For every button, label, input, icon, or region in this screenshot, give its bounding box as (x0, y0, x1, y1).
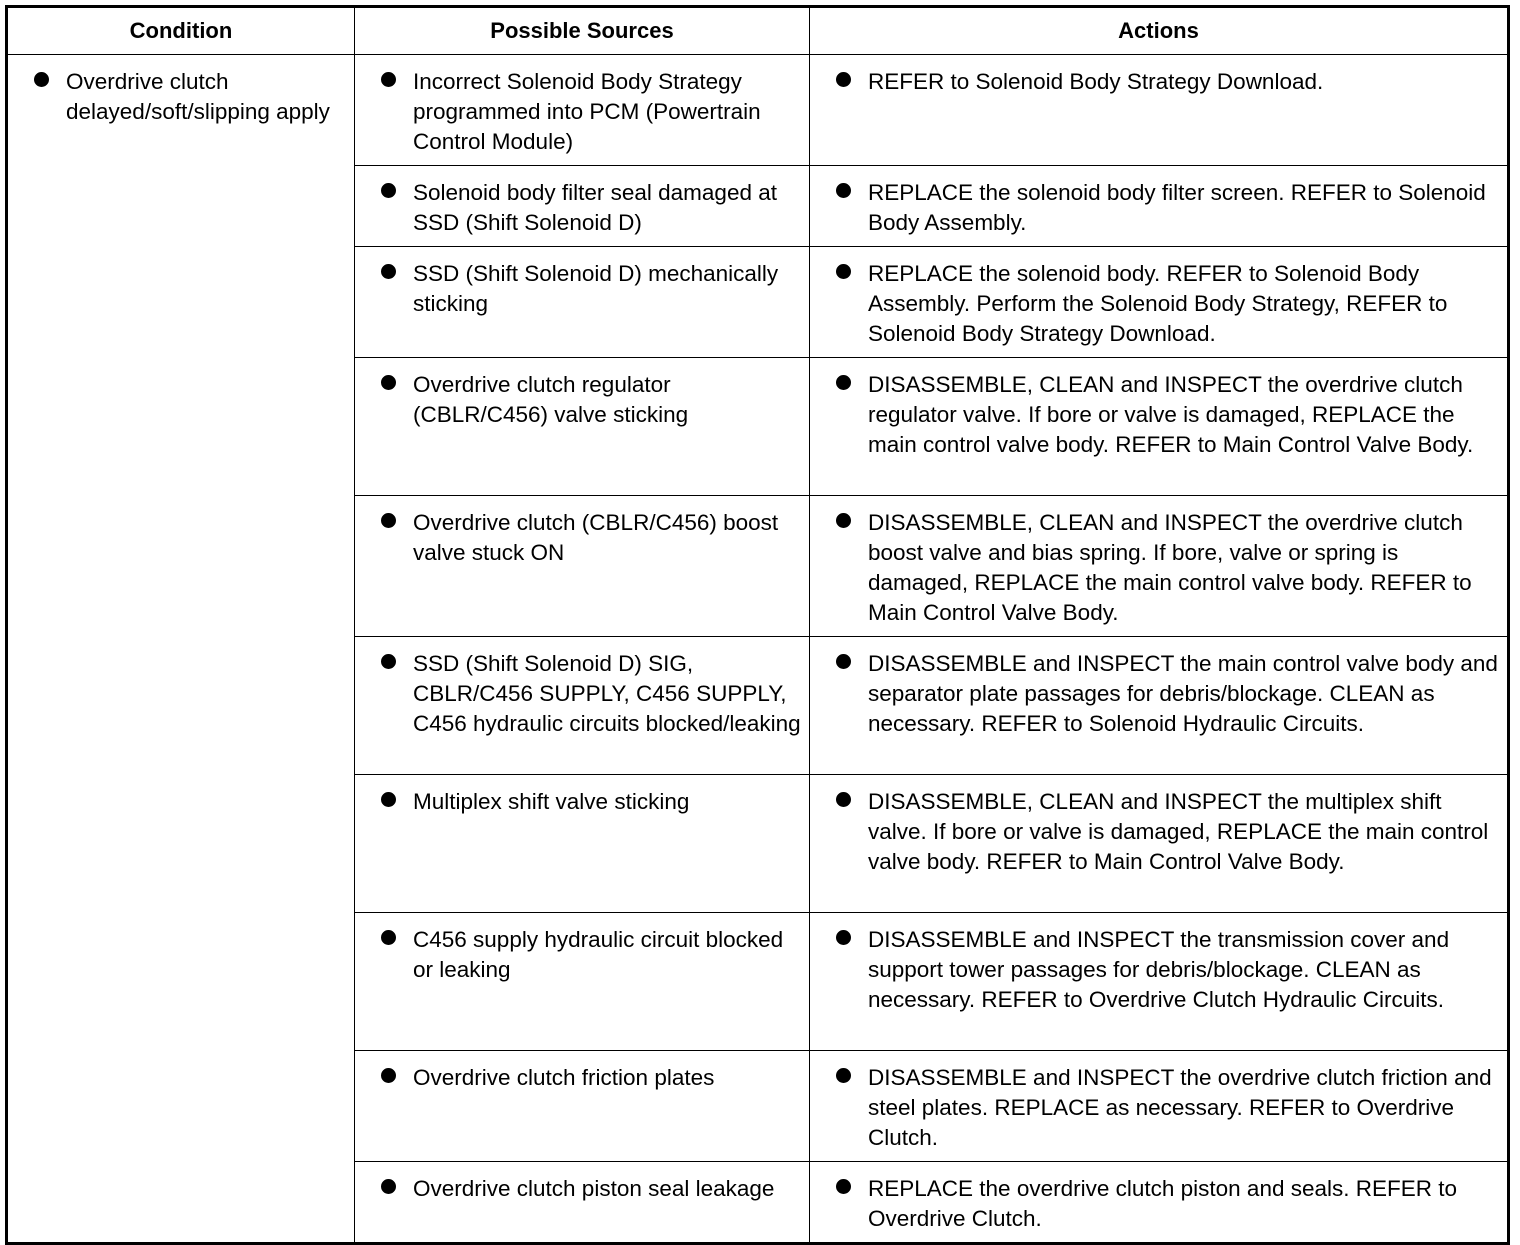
source-cell (355, 1051, 810, 1162)
bullet-icon (836, 654, 851, 669)
bullet-icon (381, 375, 396, 390)
source-cell (355, 637, 810, 775)
action-cell (810, 913, 1509, 1051)
action-cell (810, 358, 1509, 496)
action-cell (810, 247, 1509, 358)
bullet-icon (381, 1068, 396, 1083)
source-cell (355, 913, 810, 1051)
action-cell (810, 166, 1509, 247)
source-cell (355, 775, 810, 913)
header-possible-sources: Possible Sources (355, 7, 810, 55)
source-text: C456 supply hydraulic circuit blocked or leaking (413, 927, 784, 982)
action-text: DISASSEMBLE and INSPECT the overdrive clutch friction and steel plates. REPLACE as necessary. REFER to Overdrive Clutch. (868, 1065, 1492, 1150)
source-cell (355, 358, 810, 496)
source-text: Solenoid body filter seal damaged at SSD (Shift Solenoid D) (413, 180, 777, 235)
bullet-icon (836, 792, 851, 807)
bullet-icon (836, 72, 851, 87)
action-cell (810, 55, 1509, 166)
action-cell (810, 1162, 1509, 1244)
source-text: Multiplex shift valve sticking (413, 789, 690, 814)
bullet-icon (836, 1068, 851, 1083)
bullet-icon (381, 264, 396, 279)
bullet-icon (836, 930, 851, 945)
source-text: Overdrive clutch friction plates (413, 1065, 715, 1090)
bullet-icon (381, 1179, 396, 1194)
action-cell (810, 496, 1509, 637)
source-cell (355, 166, 810, 247)
condition-cell (7, 55, 355, 1244)
action-text: REPLACE the solenoid body. REFER to Solenoid Body Assembly. Perform the Solenoid Body Strategy, REFER to Solenoid Body Strategy Download. (868, 261, 1448, 346)
source-cell (355, 247, 810, 358)
diagnosis-table (5, 5, 1510, 1245)
source-text: Overdrive clutch piston seal leakage (413, 1176, 775, 1201)
bullet-icon (34, 72, 49, 87)
bullet-icon (381, 513, 396, 528)
action-text: DISASSEMBLE and INSPECT the transmission cover and support tower passages for debris/blockage. CLEAN as necessary. REFER to Overdrive Clutch Hydraulic Circuits. (868, 927, 1450, 1012)
source-cell (355, 55, 810, 166)
action-cell (810, 775, 1509, 913)
source-text: Incorrect Solenoid Body Strategy programmed into PCM (Powertrain Control Module) (413, 69, 761, 154)
header-condition: Condition (7, 7, 355, 55)
table-row (7, 55, 1509, 166)
action-text: REFER to Solenoid Body Strategy Download. (868, 69, 1324, 94)
bullet-icon (381, 183, 396, 198)
condition-text: Overdrive clutch delayed/soft/slipping apply (66, 69, 330, 124)
bullet-icon (381, 930, 396, 945)
action-text: REPLACE the solenoid body filter screen. REFER to Solenoid Body Assembly. (868, 180, 1486, 235)
source-text: SSD (Shift Solenoid D) SIG, CBLR/C456 SUPPLY, C456 SUPPLY, C456 hydraulic circuits blocked/leaking (413, 651, 801, 736)
bullet-icon (836, 375, 851, 390)
bullet-icon (836, 1179, 851, 1194)
source-cell (355, 1162, 810, 1244)
action-text: DISASSEMBLE, CLEAN and INSPECT the multiplex shift valve. If bore or valve is damaged, REPLACE the main control valve body. REFER to Main Control Valve Body. (868, 789, 1489, 874)
action-text: DISASSEMBLE, CLEAN and INSPECT the overdrive clutch regulator valve. If bore or valve is damaged, REPLACE the main control valve body. REFER to Main Control Valve Body. (868, 372, 1474, 457)
header-actions: Actions (810, 7, 1509, 55)
action-cell (810, 1051, 1509, 1162)
bullet-icon (836, 183, 851, 198)
source-text: Overdrive clutch regulator (CBLR/C456) valve sticking (413, 372, 689, 427)
bullet-icon (836, 264, 851, 279)
source-text: Overdrive clutch (CBLR/C456) boost valve stuck ON (413, 510, 779, 565)
action-cell (810, 637, 1509, 775)
bullet-icon (836, 513, 851, 528)
action-text: DISASSEMBLE, CLEAN and INSPECT the overdrive clutch boost valve and bias spring. If bore, valve or spring is damaged, REPLACE the main control valve body. REFER to Main Control Valve Body. (868, 510, 1472, 625)
action-text: DISASSEMBLE and INSPECT the main control valve body and separator plate passages for debris/blockage. CLEAN as necessary. REFER to Solenoid Hydraulic Circuits. (868, 651, 1498, 736)
bullet-icon (381, 654, 396, 669)
bullet-icon (381, 792, 396, 807)
action-text: REPLACE the overdrive clutch piston and seals. REFER to Overdrive Clutch. (868, 1176, 1458, 1231)
header-row (7, 7, 1509, 55)
bullet-icon (381, 72, 396, 87)
source-cell (355, 496, 810, 637)
source-text: SSD (Shift Solenoid D) mechanically sticking (413, 261, 779, 316)
